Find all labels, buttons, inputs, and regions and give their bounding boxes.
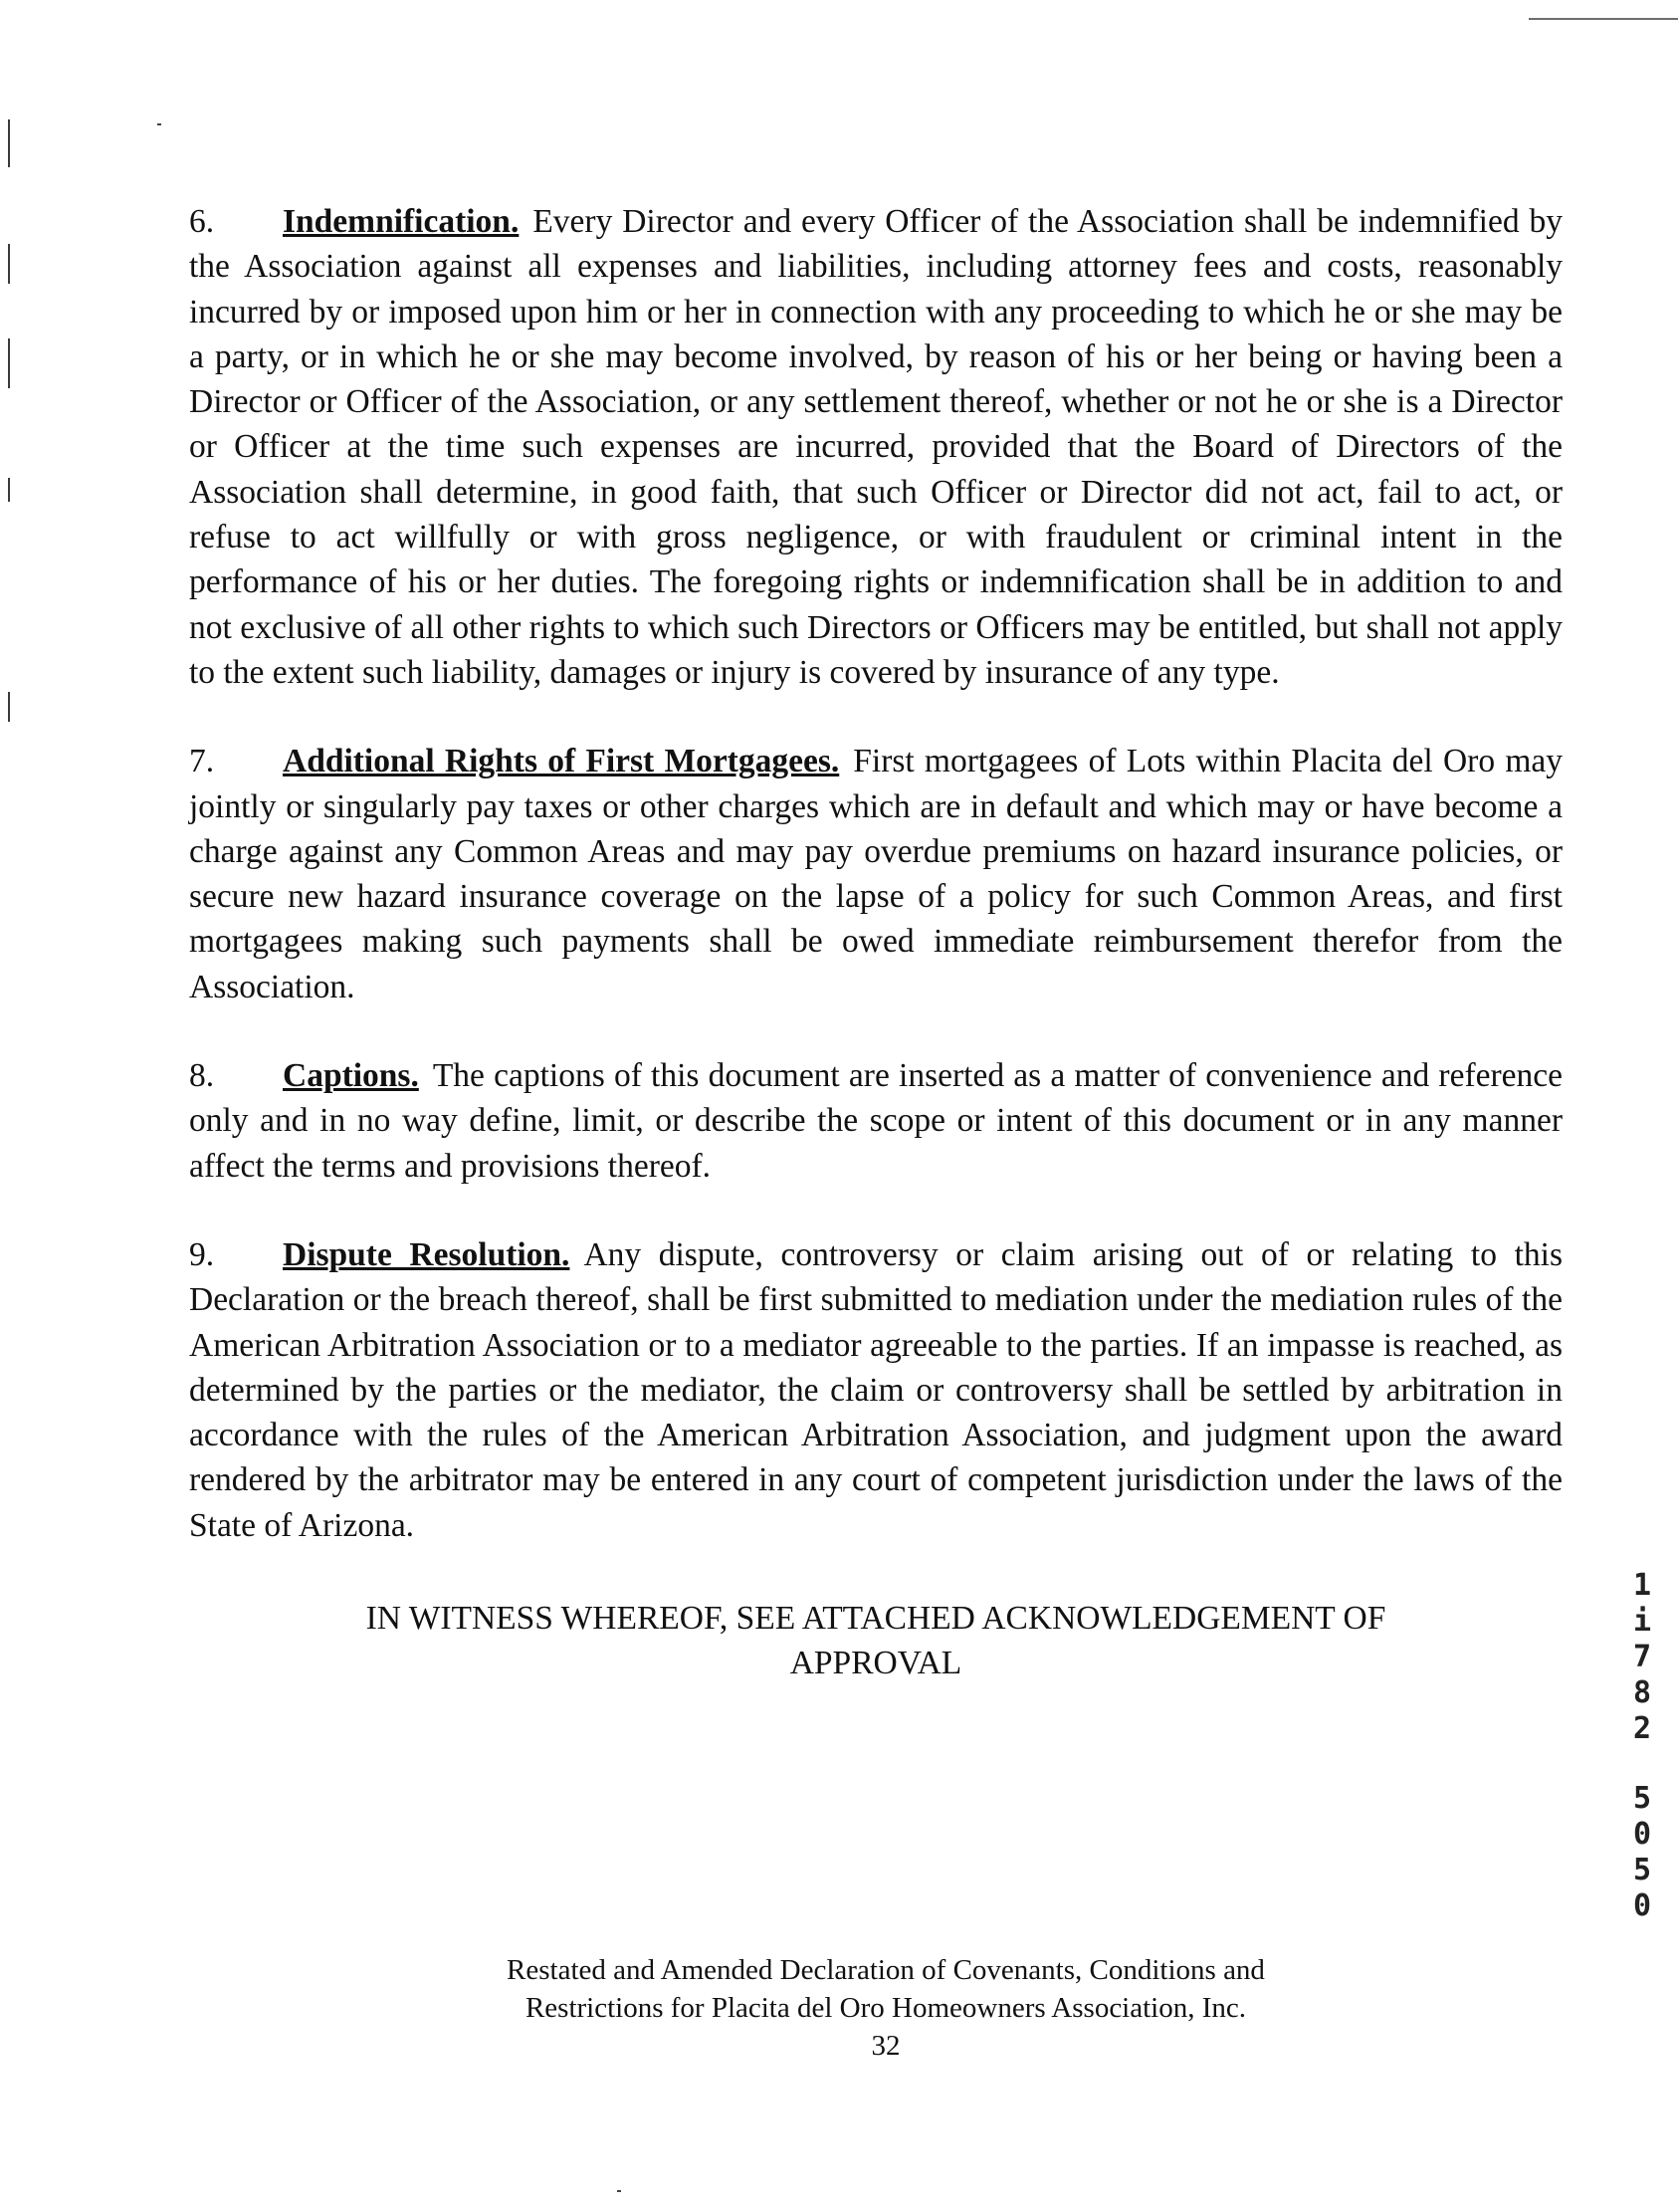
scan-margin-tick [8,244,10,284]
stamp-char: 8 [1632,1675,1652,1710]
section-text: Every Director and every Officer of the Association shall be indemnified by the Association against all expenses and liabilities, including attorney fees and costs, reasonably incurred by or imposed upon him or her in connection with any proceeding to which he or she may be a party, or in which he or she may become involved, by reason of his or her being or having been a Director or Officer of the Association, or any settlement thereof, whether or not he or she is a Director or Officer at the time such expenses are incurred, provided that the Board of Directors of the Association shall determine, in good faith, that such Officer or Director did not act, fail to act, or refuse to act willfully or with gross negligence, or with fraudulent or criminal intent in the performance of his or her duties. The foregoing rights or indemnification shall be in addition to and not exclusive of all other rights to which such Directors or Officers may be entitled, but shall not apply to the extent such liability, damages or injury is covered by insurance of any type. [189,203,1563,691]
scan-margin-tick [8,119,10,167]
stamp-char: 1 [1632,1568,1652,1603]
stamp-char: 5 [1632,1853,1652,1887]
stamp-char: i [1632,1604,1652,1639]
section-text: Any dispute, controversy or claim arising out of or relating to this Declaration or the breach thereof, shall be first submitted to mediation under the mediation rules of the American Arbitration Association or to a mediator agreeable to the parties. If an impasse is reached, as determined by the parties or the mediator, the claim or controversy shall be settled by arbitration in accordance with the rules of the American Arbitration Association, and judgment upon the award rendered by the arbitrator may be entered in any court of competent jurisdiction under the laws of the State of Arizona. [189,1235,1563,1544]
section-9 [189,1232,1563,1548]
stamp-gap [1622,1747,1662,1781]
stamp-char: 2 [1632,1711,1652,1746]
stamp-char: 0 [1632,1888,1652,1923]
scan-margin-tick [8,478,10,502]
section-8 [189,1053,1563,1189]
section-number: 9. [189,1235,215,1273]
recording-stamp [1622,1568,1662,1924]
section-heading: Additional Rights of First Mortgagees. [283,743,840,780]
section-text: The captions of this document are inserted as a matter of convenience and reference only and in no way define, limit, or describe the scope or intent of this document or in any manner affect the terms and provisions thereof. [189,1057,1563,1185]
witness-clause [249,1596,1503,1685]
section-7 [189,739,1563,1009]
page-number: 32 [871,2030,901,2062]
footer-title-line-2: Restrictions for Placita del Oro Homeowners Association, Inc. [524,1992,1247,2024]
scan-margin-tick [8,338,10,388]
section-6 [189,199,1563,695]
document-body [189,199,1563,1685]
scan-margin-tick [8,692,10,722]
section-heading: Indemnification. [283,203,520,240]
witness-line-1: IN WITNESS WHEREOF, SEE ATTACHED ACKNOWLEDGEMENT OF [365,1600,1386,1638]
scan-speck [617,2190,621,2192]
section-heading: Captions. [283,1057,419,1095]
scan-speck [157,123,161,125]
footer-title-line-1: Restated and Amended Declaration of Covenants, Conditions and [507,1954,1265,1986]
stamp-char: 5 [1632,1781,1652,1816]
page-footer [189,1951,1582,2065]
stamp-char: 7 [1632,1640,1652,1674]
scan-edge-line [1529,18,1678,20]
stamp-char: 0 [1632,1817,1652,1852]
witness-line-2: APPROVAL [789,1645,962,1682]
section-number: 8. [189,1057,215,1095]
section-heading: Dispute Resolution. [283,1235,570,1273]
section-text: First mortgagees of Lots within Placita del Oro may jointly or singularly pay taxes or other charges which are in default and which may or have become a charge against any Common Areas and may pay overdue premiums on hazard insurance policies, or secure new hazard insurance coverage on the lapse of a policy for such Common Areas, and first mortgagees making such payments shall be owed immediate reimbursement therefor from the Association. [189,743,1563,1005]
section-number: 6. [189,203,215,240]
section-number: 7. [189,743,215,780]
